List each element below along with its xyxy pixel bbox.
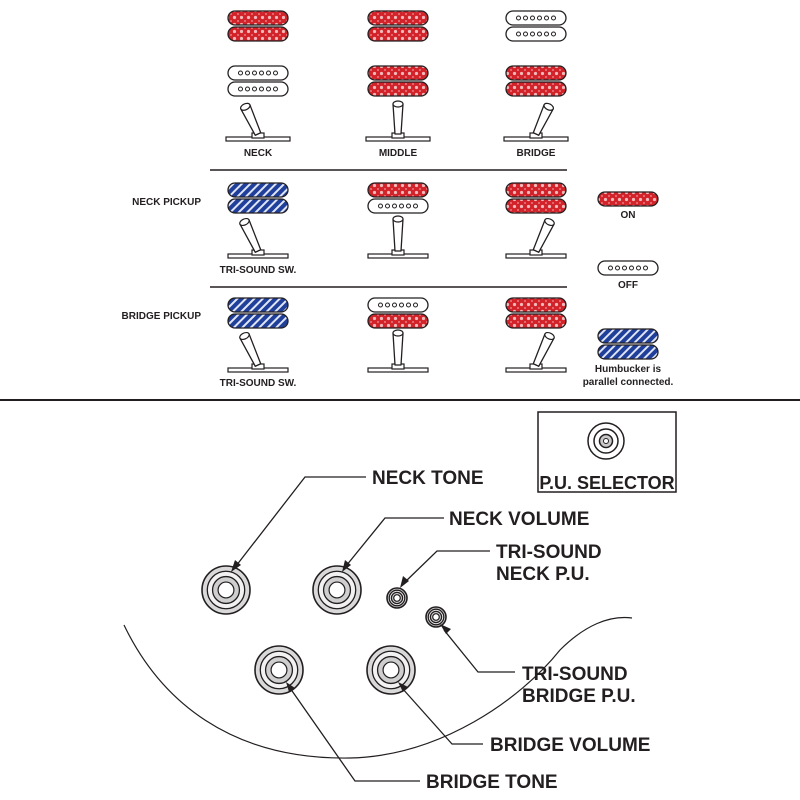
pickup-coil-on-icon <box>506 298 566 312</box>
pickup-coil-on-icon <box>228 11 288 25</box>
pickup-coil-off-icon <box>506 27 566 41</box>
neck-tone-label: NECK TONE <box>372 468 484 489</box>
tri-sound-switch-icon <box>228 331 288 372</box>
toggle-switch-icon <box>504 102 568 141</box>
tri-sound-switch-label: TRI-SOUND SW. <box>219 265 297 276</box>
pickup-coil-parallel-icon <box>598 329 658 343</box>
legend-off-label: OFF <box>618 280 638 291</box>
pickup-icons <box>228 11 658 359</box>
tri-sound-bridge-label-1: TRI-SOUND <box>522 664 628 685</box>
tri-sound-bridge-switch-icon <box>426 607 446 627</box>
pickup-coil-off-icon <box>228 82 288 96</box>
neck-pickup-label: NECK PICKUP <box>132 197 201 208</box>
humbucker-pickup-icon <box>506 183 566 213</box>
pu-selector-jack-icon <box>588 423 624 459</box>
pickup-coil-on-icon <box>228 27 288 41</box>
pickup-coil-on-icon <box>368 66 428 80</box>
pickup-coil-on-icon <box>598 192 658 206</box>
humbucker-pickup-icon <box>598 329 658 359</box>
pickup-coil-on-icon <box>506 314 566 328</box>
leader-bridge-volume <box>402 688 483 744</box>
pickup-coil-parallel-icon <box>228 298 288 312</box>
switch-icons <box>226 101 568 372</box>
pickup-coil-on-icon <box>506 183 566 197</box>
pickup-coil-on-icon <box>506 199 566 213</box>
legend-parallel-label-2: parallel connected. <box>582 377 674 388</box>
tri-sound-switch-icon <box>506 331 566 372</box>
pickup-coil-off-icon <box>368 298 428 312</box>
leader-tri-sound-neck <box>404 551 490 583</box>
tri-sound-switch-icon <box>228 217 288 258</box>
tri-sound-neck-label-1: TRI-SOUND <box>496 542 602 563</box>
pickup-coil-off-icon <box>368 199 428 213</box>
tri-sound-neck-switch-icon <box>387 588 407 608</box>
humbucker-pickup-icon <box>228 183 288 213</box>
tri-sound-neck-label-2: NECK P.U. <box>496 564 590 585</box>
pickup-coil-on-icon <box>506 82 566 96</box>
humbucker-pickup-icon <box>228 298 288 328</box>
bridge-tone-label: BRIDGE TONE <box>426 772 558 793</box>
pickup-coil-parallel-icon <box>228 314 288 328</box>
tri-sound-switch-label: TRI-SOUND SW. <box>219 378 297 389</box>
pickup-coil-parallel-icon <box>228 199 288 213</box>
bridge-tone-knob-icon <box>255 646 303 694</box>
neck-volume-knob-icon <box>313 566 361 614</box>
control-knobs <box>202 566 446 694</box>
pickup-coil-on-icon <box>506 66 566 80</box>
neck-volume-label: NECK VOLUME <box>449 509 590 530</box>
pickup-coil-on-icon <box>368 183 428 197</box>
tri-sound-switch-icon <box>368 330 428 372</box>
bridge-volume-label: BRIDGE VOLUME <box>490 735 651 756</box>
arrowhead-icon <box>400 576 409 588</box>
legend-parallel-label-1: Humbucker is <box>594 364 662 375</box>
humbucker-pickup-icon <box>368 298 428 328</box>
legend-on-label: ON <box>620 210 636 221</box>
arrowhead-icon <box>440 624 451 634</box>
pu-selector-label: P.U. SELECTOR <box>539 473 675 493</box>
pickup-coil-on-icon <box>368 27 428 41</box>
humbucker-pickup-icon <box>368 66 428 96</box>
toggle-switch-icon <box>366 101 430 141</box>
pickup-coil-on-icon <box>368 314 428 328</box>
tri-sound-switch-icon <box>368 216 428 258</box>
pickup-coil-on-icon <box>368 11 428 25</box>
humbucker-pickup-icon <box>368 11 428 41</box>
bridge-volume-knob-icon <box>367 646 415 694</box>
leader-bridge-tone <box>290 688 420 781</box>
position-label-neck: NECK <box>243 148 273 159</box>
pickup-coil-parallel-icon <box>598 345 658 359</box>
pickup-coil-off-icon <box>598 261 658 275</box>
humbucker-pickup-icon <box>228 66 288 96</box>
toggle-switch-icon <box>226 102 290 141</box>
pickup-coil-parallel-icon <box>228 183 288 197</box>
pickup-coil-on-icon <box>368 82 428 96</box>
neck-tone-knob-icon <box>202 566 250 614</box>
position-label-bridge: BRIDGE <box>516 148 556 159</box>
leader-neck-tone <box>236 477 366 566</box>
leader-tri-sound-bridge <box>444 630 515 672</box>
humbucker-pickup-icon <box>506 298 566 328</box>
tri-sound-switch-icon <box>506 217 566 258</box>
pickup-coil-off-icon <box>228 66 288 80</box>
humbucker-pickup-icon <box>228 11 288 41</box>
humbucker-pickup-icon <box>506 66 566 96</box>
bridge-pickup-label: BRIDGE PICKUP <box>121 311 201 322</box>
tri-sound-bridge-label-2: BRIDGE P.U. <box>522 686 636 707</box>
position-label-middle: MIDDLE <box>378 148 418 159</box>
pickup-coil-off-icon <box>506 11 566 25</box>
humbucker-pickup-icon <box>506 11 566 41</box>
humbucker-pickup-icon <box>368 183 428 213</box>
